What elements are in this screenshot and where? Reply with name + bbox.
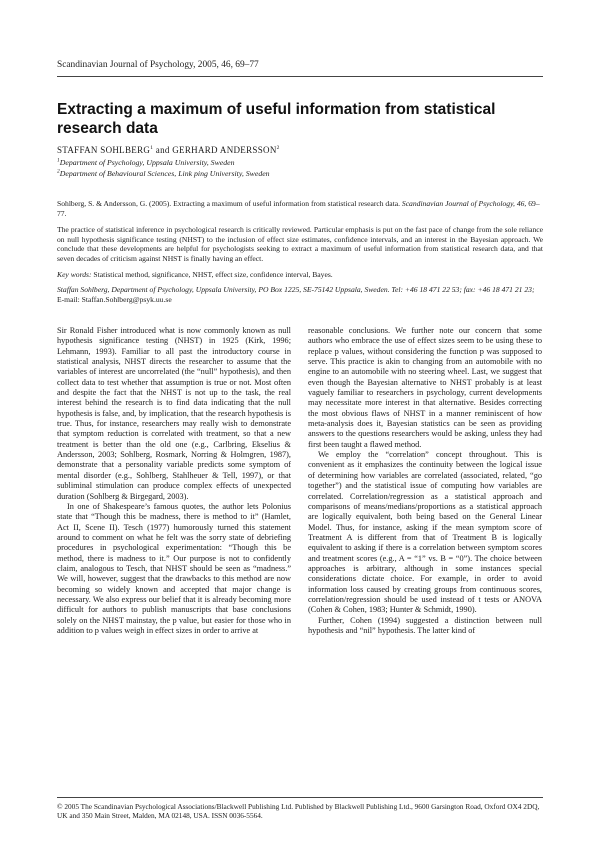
body-paragraph: reasonable conclusions. We further note our concern that some authors who embrace the use of effect sizes seem to be using these to replace p values, without considering the function p was supposed to serve. This practice is akin to changing from an automobile with no engine to an automobile with no steering wheel. Last, we suggest that even though the Bayesian alternative to NHST probably is at least vaguely familiar to researchers in psychology, current developments may necessitate more interest in that alternative. Besides correcting the most obvious flaws of NHST in a manner reminiscent of how meta-analysis does it, Bayesian statistics can be seen as providing answers to the questions researchers would be asking, unless they had first been taught a flawed method. — [308, 326, 542, 449]
body-paragraph: Sir Ronald Fisher introduced what is now commonly known as null hypothesis significance testing (NHST) in 1925 (Kirk, 1996; Lehmann, 1993). Familiar to all past the introductory course in statistical analysis, NHST directs the researcher to assume that the variables of interest are uncorrelated (the “null” hypothesis), and then collect data to test whether that assumption is true or not. Most often and despite the fact that the NHST is not up to the task, the real interest behind the research is to find data indicating that the null hypothesis is false, and, by implication, that the research hypothesis is true. Thus, for instance, researchers may really wish to demonstrate that symptom reduction is correlated with treatment, so that a new treatment is better than the old one (e.g., Carlbring, Ekselius & Andersson, 2003; Sohlberg, Rosmark, Norring & Holmgren, 1987), demonstrate that a personality variable predicts some symptom of mental disorder (e.g., Sohlberg, Stahlheuer & Tell, 1997), or that subliminal stimulation can produce complex effects of unexpected duration (Sohlberg & Birgegard, 2003). — [57, 326, 291, 501]
affiliation — [57, 158, 235, 167]
affiliation-text: Department of Psychology, Uppsala University, Sweden — [59, 158, 235, 167]
citation-journal: Scandinavian Journal of Psychology, 46, — [401, 199, 527, 208]
body-column-left — [57, 326, 291, 636]
affiliation-marker: 1 — [57, 157, 60, 164]
body-paragraph: We employ the “correlation” concept throughout. This is convenient as it emphasizes the continuity between the logical issue of determining how variables are correlated (associated, related, “go together”) and the statistical issue of computing how variables are correlated. Correlation/regression as a statistical approach and comparisons of means/medians/proportions as a statistical approach are logically equivalent, both being based on the General Linear Model. Thus, for instance, asking if the mean symptom score of Treatment A is different from that of Treatment B is logically equivalent to asking if there is a correlation between symptom scores and treatment scores (e.g., A = “1” vs. B = “0”). The choice between approaches is arbitrary, although in some instances special considerations dictate choice. For example, in order to avoid information loss caused by creating groups from continuous scores, correlation/regression should be used instead of t tests or ANOVA (Cohen & Cohen, 1983; Hunter & Schmidt, 1990). — [308, 450, 542, 615]
body-paragraph: In one of Shakespeare’s famous quotes, the author lets Polonius state that “Though this be madness, there is method to it” (Hamlet, Act II, Scene II). Tesch (1977) humorously turned this statement around to comment on what he felt was the sorry state of debriefing procedures in psychological experimentation: “Though this be method, there is madness to it.” Our purpose is not to confidently claim, analogous to Tesch, that NHST should be seen as “madness.” We will, however, suggest that the drawbacks to this method are now becoming so widely known and accepted that major change is necessary. We also express our belief that it is already becoming more difficult for authors to publish manuscripts that base conclusions solely on the NHST mainstay, the p value, but easier for those who in addition to p values weigh in effect sizes in order to arrive at — [57, 501, 291, 635]
affiliation-marker: 1 — [150, 145, 154, 151]
keywords-label: Key words: — [57, 270, 92, 279]
abstract: The practice of statistical inference in psychological research is critically reviewed. Particular emphasis is put on the fast pace of change from the sole reliance on null hypothesis significance testing (NHST) to the inclusion of effect size estimates, confidence intervals, and an interest in the Bayesian approach. We conclude that these developments are helpful for psychologists seeking to extract a maximum of useful information from statistical research data, and that seven decades of criticism against NHST is finally having an effect. — [57, 225, 543, 263]
correspondence-email: E-mail: Staffan.Sohlberg@psyk.uu.se — [57, 294, 172, 304]
affiliation — [57, 169, 270, 178]
citation-pages: 69–77. — [57, 199, 540, 218]
copyright-footer: © 2005 The Scandinavian Psychological Associations/Blackwell Publishing Ltd. Published by Blackwell Publishing Ltd., 9600 Garsington Road, Oxford OX4 2DQ, UK and 350 Main Street, Malden, MA 02148, USA. ISSN 0036-5564. — [57, 802, 540, 821]
correspondence — [57, 285, 543, 304]
author-name: STAFFAN SOHLBERG — [57, 145, 151, 155]
keywords — [57, 270, 543, 279]
author-conjunction: and — [153, 145, 173, 155]
header-rule — [57, 76, 543, 77]
keywords-text: Statistical method, significance, NHST, effect size, confidence interval, Bayes. — [91, 270, 333, 279]
running-head: Scandinavian Journal of Psychology, 2005, 46, 69–77 — [57, 60, 259, 70]
citation-text: Sohlberg, S. & Andersson, G. (2005). Extracting a maximum of useful information from statistical research data. — [57, 199, 402, 208]
correspondence-address: Staffan Sohlberg, Department of Psychology, Uppsala University, PO Box 1225, SE-75142 Uppsala, Sweden. Tel: +46 18 471 22 53; fax: +46 18 471 21 23; — [57, 285, 535, 294]
body-paragraph: Further, Cohen (1994) suggested a distinction between null hypothesis and “nil” hypothesis. The latter kind of — [308, 615, 542, 635]
author-line — [57, 145, 280, 155]
footer-rule — [57, 797, 543, 798]
article-title: Extracting a maximum of useful information from statistical research data — [57, 101, 496, 137]
affiliation-marker: 2 — [276, 145, 280, 151]
body-column-right — [308, 326, 542, 636]
affiliation-text: Department of Behavioural Sciences, Link ping University, Sweden — [59, 169, 270, 178]
affiliation-marker: 2 — [57, 168, 60, 175]
author-name: GERHARD ANDERSSON — [172, 145, 277, 155]
citation — [57, 199, 543, 218]
